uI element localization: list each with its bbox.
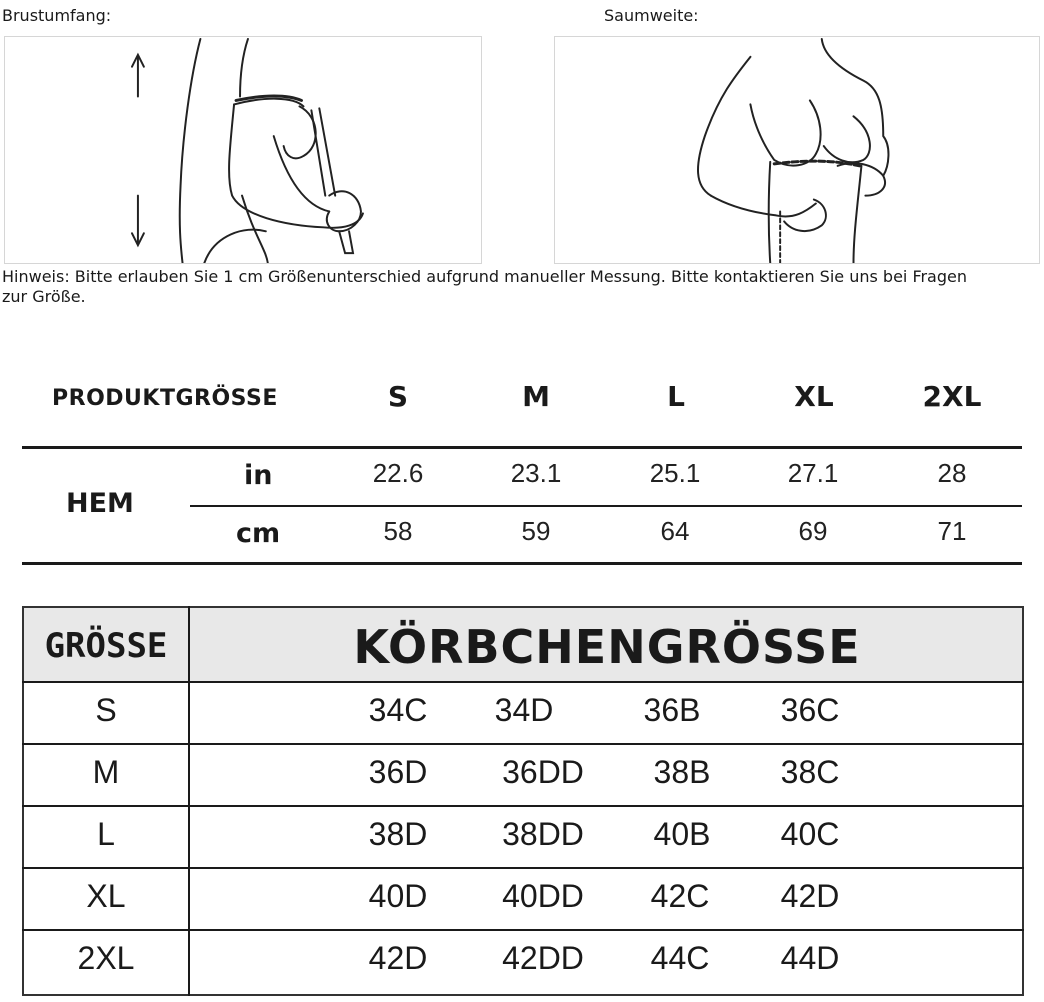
hem-measure-label: Saumweite: — [604, 6, 699, 25]
unit-in-label: in — [244, 460, 273, 491]
product-size-header: PRODUKTGRÖSSE — [52, 386, 278, 411]
cup-table-row-line — [22, 805, 1024, 807]
hem-row-label: HEM — [66, 488, 134, 519]
table-rule-mid — [190, 505, 1022, 507]
cup-size-header: KÖRBCHENGRÖSSE — [353, 620, 861, 674]
cup-cell: 36DD — [502, 754, 584, 790]
hem-cm-s: 58 — [383, 516, 413, 546]
cup-cell: 34D — [494, 692, 554, 728]
hem-illustration — [554, 36, 1040, 264]
hem-in-xl: 27.1 — [787, 458, 839, 488]
hem-cm-l: 64 — [660, 516, 690, 546]
cup-cell: 36B — [643, 692, 701, 728]
cup-cell: 42D — [780, 878, 840, 914]
bust-illustration — [4, 36, 482, 264]
cup-cell: 40B — [653, 816, 711, 852]
table-rule-bottom — [22, 562, 1022, 565]
cup-cell: 36D — [368, 754, 428, 790]
cup-table-row-line — [22, 681, 1024, 683]
cup-cell: 44C — [650, 940, 710, 976]
cup-cell: 38B — [653, 754, 711, 790]
row-size-2xl: 2XL — [77, 940, 135, 976]
hem-in-m: 23.1 — [510, 458, 562, 488]
bust-measure-label: Brustumfang: — [2, 6, 112, 25]
hem-cm-xl: 69 — [798, 516, 828, 546]
cup-cell: 42C — [650, 878, 710, 914]
size-column-header: GRÖSSE — [44, 626, 168, 666]
row-size-s: S — [95, 692, 117, 728]
size-col-m: M — [522, 380, 550, 413]
size-col-xl: XL — [794, 380, 834, 413]
cup-cell: 44D — [780, 940, 840, 976]
cup-table-row-line — [22, 929, 1024, 931]
cup-table-row-line — [22, 743, 1024, 745]
cup-cell: 42DD — [502, 940, 584, 976]
cup-cell: 38D — [368, 816, 428, 852]
measurement-note: Hinweis: Bitte erlauben Sie 1 cm Größenunterschied aufgrund manueller Messung. Bitte kontaktieren Sie uns bei Fragen zur Größe. — [2, 267, 967, 306]
cup-cell: 34C — [368, 692, 428, 728]
cup-cell: 40DD — [502, 878, 584, 914]
unit-cm-label: cm — [236, 518, 281, 549]
row-size-l: L — [97, 816, 115, 852]
cup-cell: 42D — [368, 940, 428, 976]
size-col-l: L — [667, 380, 685, 413]
hem-cm-2xl: 71 — [937, 516, 967, 546]
cup-cell: 38DD — [502, 816, 584, 852]
hem-figure-drawing — [555, 37, 1039, 263]
cup-cell: 40C — [780, 816, 840, 852]
row-size-xl: XL — [86, 878, 126, 914]
size-col-s: S — [387, 380, 409, 413]
size-col-2xl: 2XL — [922, 380, 982, 413]
cup-cell: 36C — [780, 692, 840, 728]
hem-cm-m: 59 — [521, 516, 551, 546]
cup-cell: 40D — [368, 878, 428, 914]
row-size-m: M — [92, 754, 120, 790]
hem-in-s: 22.6 — [372, 458, 424, 488]
cup-table-row-line — [22, 867, 1024, 869]
cup-cell: 38C — [780, 754, 840, 790]
table-rule-top — [22, 446, 1022, 449]
hem-in-2xl: 28 — [937, 458, 967, 488]
bust-figure-drawing — [5, 37, 481, 263]
hem-in-l: 25.1 — [649, 458, 701, 488]
